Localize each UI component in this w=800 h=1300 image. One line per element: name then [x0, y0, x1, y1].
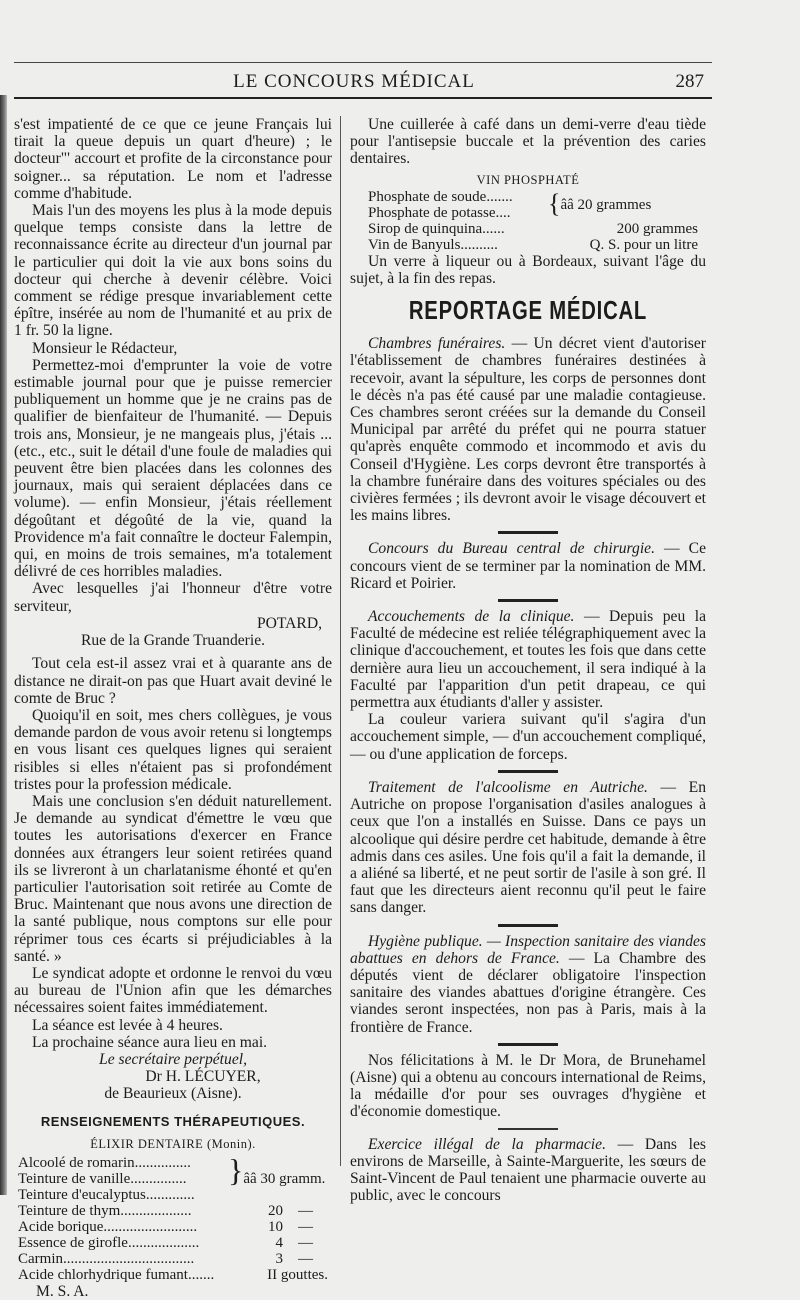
recipe-row: Acide borique......................... 10 —	[18, 1218, 313, 1235]
recipe-group-quantity: ââ 20 grammes	[560, 196, 652, 213]
news-item-text: — En Autriche on propose l'organisation d'asiles analogues à ceux que l'on a installés en Suisse. Dans ce pays un alcoolique qui désire perdre cet habitude, demande à être admis dans ces asiles. Une fois qu'il a fait la demande, il a aliéné sa liberté, et ne peut sortir de l'asile à son gré. Il faut que les directeurs aient reconnu qu'il peut le faire sans danger.	[350, 778, 706, 917]
recipe-row: Essence de girofle................... 4 —	[18, 1234, 313, 1251]
paragraph: Quoiqu'il en soit, mes chers collègues, je vous demande pardon de vous avoir retenu si longtemps en vous lisant ces quelques lignes qui seraient risibles si elles n'étaient pas si profondément tristes pour la profession médicale.	[14, 706, 332, 793]
column-divider	[340, 116, 341, 1166]
recipe-row: Sirop de quinquina...... 200 grammes	[368, 220, 698, 237]
recipe-ingredient: Teinture d'eucalyptus.............	[18, 1186, 195, 1203]
news-item-title: Accouchements de la clinique.	[368, 608, 575, 626]
paragraph: Le syndicat adopte et ordonne le renvoi du vœu au bureau de l'Union afin que les démarches nécessaires soient faites immédiatement.	[14, 964, 332, 1017]
news-item	[350, 335, 706, 524]
letter-salutation: Monsieur le Rédacteur,	[32, 339, 178, 357]
separator-rule	[498, 770, 558, 773]
brace-glyph: }	[228, 1151, 244, 1188]
paragraph: Mais l'un des moyens les plus à la mode depuis quelque temps consiste dans la lettre de reconnaissance écrite au directeur d'un journal par le particulier qui doit la vie aux bons soins du docteur qui cherche à devenir célèbre. Voici comment se rédige presque invariablement cette épître, insérée au nom de l'humanité et au prix de 1 fr. 50 la ligne.	[14, 202, 332, 340]
secretary-title: Le secrétaire perpétuel,	[99, 1050, 247, 1068]
news-item-title: Hygiène publique. — Inspection sanitaire des viandes abattues en dehors de France.	[350, 932, 706, 967]
recipe-table	[18, 1203, 328, 1283]
recipe-title: ÉLIXIR DENTAIRE (Monin).	[90, 1136, 256, 1151]
separator-rule	[498, 1128, 558, 1130]
header-rule	[14, 97, 712, 99]
recipe-ingredient: Phosphate de soude.......	[368, 188, 513, 205]
recipe-table	[18, 1151, 328, 1203]
news-item	[350, 540, 706, 592]
paragraph: Tout cela est-il assez vrai et à quarante ans de distance ne dirait-on pas que Huart avait deviné le comte de Bruc ?	[14, 655, 332, 707]
news-item	[350, 1136, 706, 1205]
separator-rule	[498, 924, 558, 927]
recipe-row: Teinture de thym................... 20 —	[18, 1202, 313, 1219]
paragraph: La couleur variera suivant qu'il s'agira d'un accouchement simple, — d'un accouchement compliqué, — ou d'une application de forceps.	[350, 711, 706, 763]
news-item-title: Concours du Bureau central de chirurgie.	[368, 540, 655, 558]
letter-closing: Avec lesquelles j'ai l'honneur d'être votre serviteur,	[14, 580, 332, 615]
recipe-ingredient: Phosphate de potasse....	[368, 204, 511, 221]
news-item	[350, 608, 706, 711]
news-item-text: — La Chambre des députés vient de déclarer obligatoire l'inspection sanitaire des viandes abattues d'origine étrangère. Ces viandes seront inspectées, non pas à Paris, mais à la frontière de France.	[350, 949, 706, 1036]
running-header-title: LE CONCOURS MÉDICAL	[233, 71, 475, 92]
separator-rule	[498, 599, 558, 602]
paragraph: Un verre à liqueur ou à Bordeaux, suivant l'âge du sujet, à la fin des repas.	[350, 252, 706, 288]
recipe-title: VIN PHOSPHATÉ	[476, 172, 580, 187]
news-item-text: — Dans les environs de Marseille, à Sainte-Marguerite, les sœurs de Saint-Vincent de Paul tenaient une pharmacie ouverte au public, avec le concours	[350, 1135, 706, 1205]
news-item-text: — Depuis peu la Faculté de médecine est reliée télégraphiquement avec la clinique d'accouchement, et toutes les fois que dans cette dernière aura lieu un accouchement, il sera indiqué à la Faculté par l'apparition d'un petit drapeau, ce qui permettra aux étudiants d'aller y assister.	[350, 608, 707, 712]
news-item-title: Exercice illégal de la pharmacie.	[368, 1135, 606, 1153]
recipe-ingredient: Teinture de vanille...............	[18, 1170, 187, 1187]
secretary-place: de Beaurieux (Aisne).	[104, 1085, 242, 1103]
paragraph: s'est impatienté de ce que ce jeune Français lui tirait la queue depuis un quart d'heure) ; le docteur"' accourt et profite de la circonstance pour soigner... sa réputation. Le nom et l'adresse comme d'habitude.	[14, 116, 332, 202]
left-column	[14, 116, 332, 1300]
recipe-ingredient: Alcoolé de romarin...............	[18, 1154, 191, 1171]
news-item-text: — Un décret vient d'autoriser l'établissement de chambres funéraires destinées à recevoir, avant la sépulture, les corps de personnes dont le décès n'a pas été causé par une maladie contagieuse. Ces chambres seront créées sur la demande du Conseil Municipal par arrêté du préfet qui ne pourra statuer qu'après enquête commodo et incommodo et avis du Conseil d'Hygiène. Les corps devront être transportés à la chambre funéraire dans des voitures spéciales ou des civières fermées ; ils devront avoir le visage découvert et les mains libres.	[350, 335, 706, 525]
letter-body: Permettez-moi d'emprunter la voie de votre estimable journal pour que je puisse remercier publiquement un homme que je ne crains pas de qualifier de bienfaiteur de l'humanité. — Depuis trois ans, Monsieur, je ne mangeais plus, j'étais ... (etc., etc., suit le détail d'une foule de maladies qui peuvent être bien placées dans les colonnes des journaux, mais qui seraient déplacées dans ce volume). — enfin Monsieur, j'étais réellement dégoûtant et dégoûté de la vie, quand la Providence m'a fait connaître le docteur Falempin, qui, en moins de trois semaines, m'a totalement délivré de ces horribles maladies.	[14, 356, 332, 581]
news-item-text: — Ce concours vient de se terminer par la nomination de MM. Ricard et Poirier.	[350, 540, 706, 592]
recipe-row: Vin de Banyuls.......... Q. S. pour un litre	[368, 236, 698, 253]
paragraph: La prochaine séance aura lieu en mai.	[32, 1033, 268, 1051]
news-item-title: Traitement de l'alcoolisme en Autriche.	[368, 778, 648, 796]
page-number: 287	[675, 71, 704, 92]
section-title: REPORTAGE MÉDICAL	[408, 295, 648, 326]
recipe-group-quantity: ââ 30 gramm.	[243, 1170, 326, 1187]
separator-rule	[498, 1043, 558, 1046]
recipe-table	[368, 189, 698, 253]
brace-glyph: {	[548, 188, 561, 218]
page-binding-edge	[0, 95, 7, 1195]
paragraph: La séance est levée à 4 heures.	[32, 1016, 223, 1034]
letter-signature-address: Rue de la Grande Truanderie.	[80, 632, 266, 650]
top-rule	[14, 62, 712, 63]
recipe-row: Acide chlorhydrique fumant....... II gouttes.	[18, 1266, 328, 1283]
paragraph: Une cuillerée à café dans un demi-verre d'eau tiède pour l'antisepsie buccale et la prévention des caries dentaires.	[350, 116, 706, 168]
paragraph: Mais une conclusion s'en déduit naturellement. Je demande au syndicat d'émettre le vœu que toutes les autorisations d'exercer en France données aux étrangers leur soient retirées quand ils se livreront à un charlatanisme éhonté et qu'en particulier l'autorisation soit retirée au Comte de Bruc. Maintenant que nous avons une direction de la santé publique, nous comptons sur elle pour réprimer tous ces écarts si préjudiciables à la santé. »	[14, 792, 332, 965]
news-item: Nos félicitations à M. le Dr Mora, de Brunehamel (Aisne) qui a obtenu au concours international de Reims, la médaille d'or pour ses ouvrages d'hygiène et d'économie domestique.	[350, 1051, 706, 1121]
news-item	[350, 933, 706, 1036]
recipe-row: Carmin................................... 3 —	[18, 1250, 313, 1267]
recipe-signature: M. S. A.	[36, 1282, 89, 1300]
news-item	[350, 779, 706, 917]
secretary-name: Dr H. LÉCUYER,	[145, 1068, 261, 1086]
right-column	[350, 116, 706, 1204]
section-title: RENSEIGNEMENTS THÉRAPEUTIQUES.	[40, 1113, 306, 1129]
letter-signature-name: POTARD,	[256, 614, 322, 632]
news-item-title: Chambres funéraires.	[368, 335, 506, 353]
separator-rule	[498, 531, 558, 534]
